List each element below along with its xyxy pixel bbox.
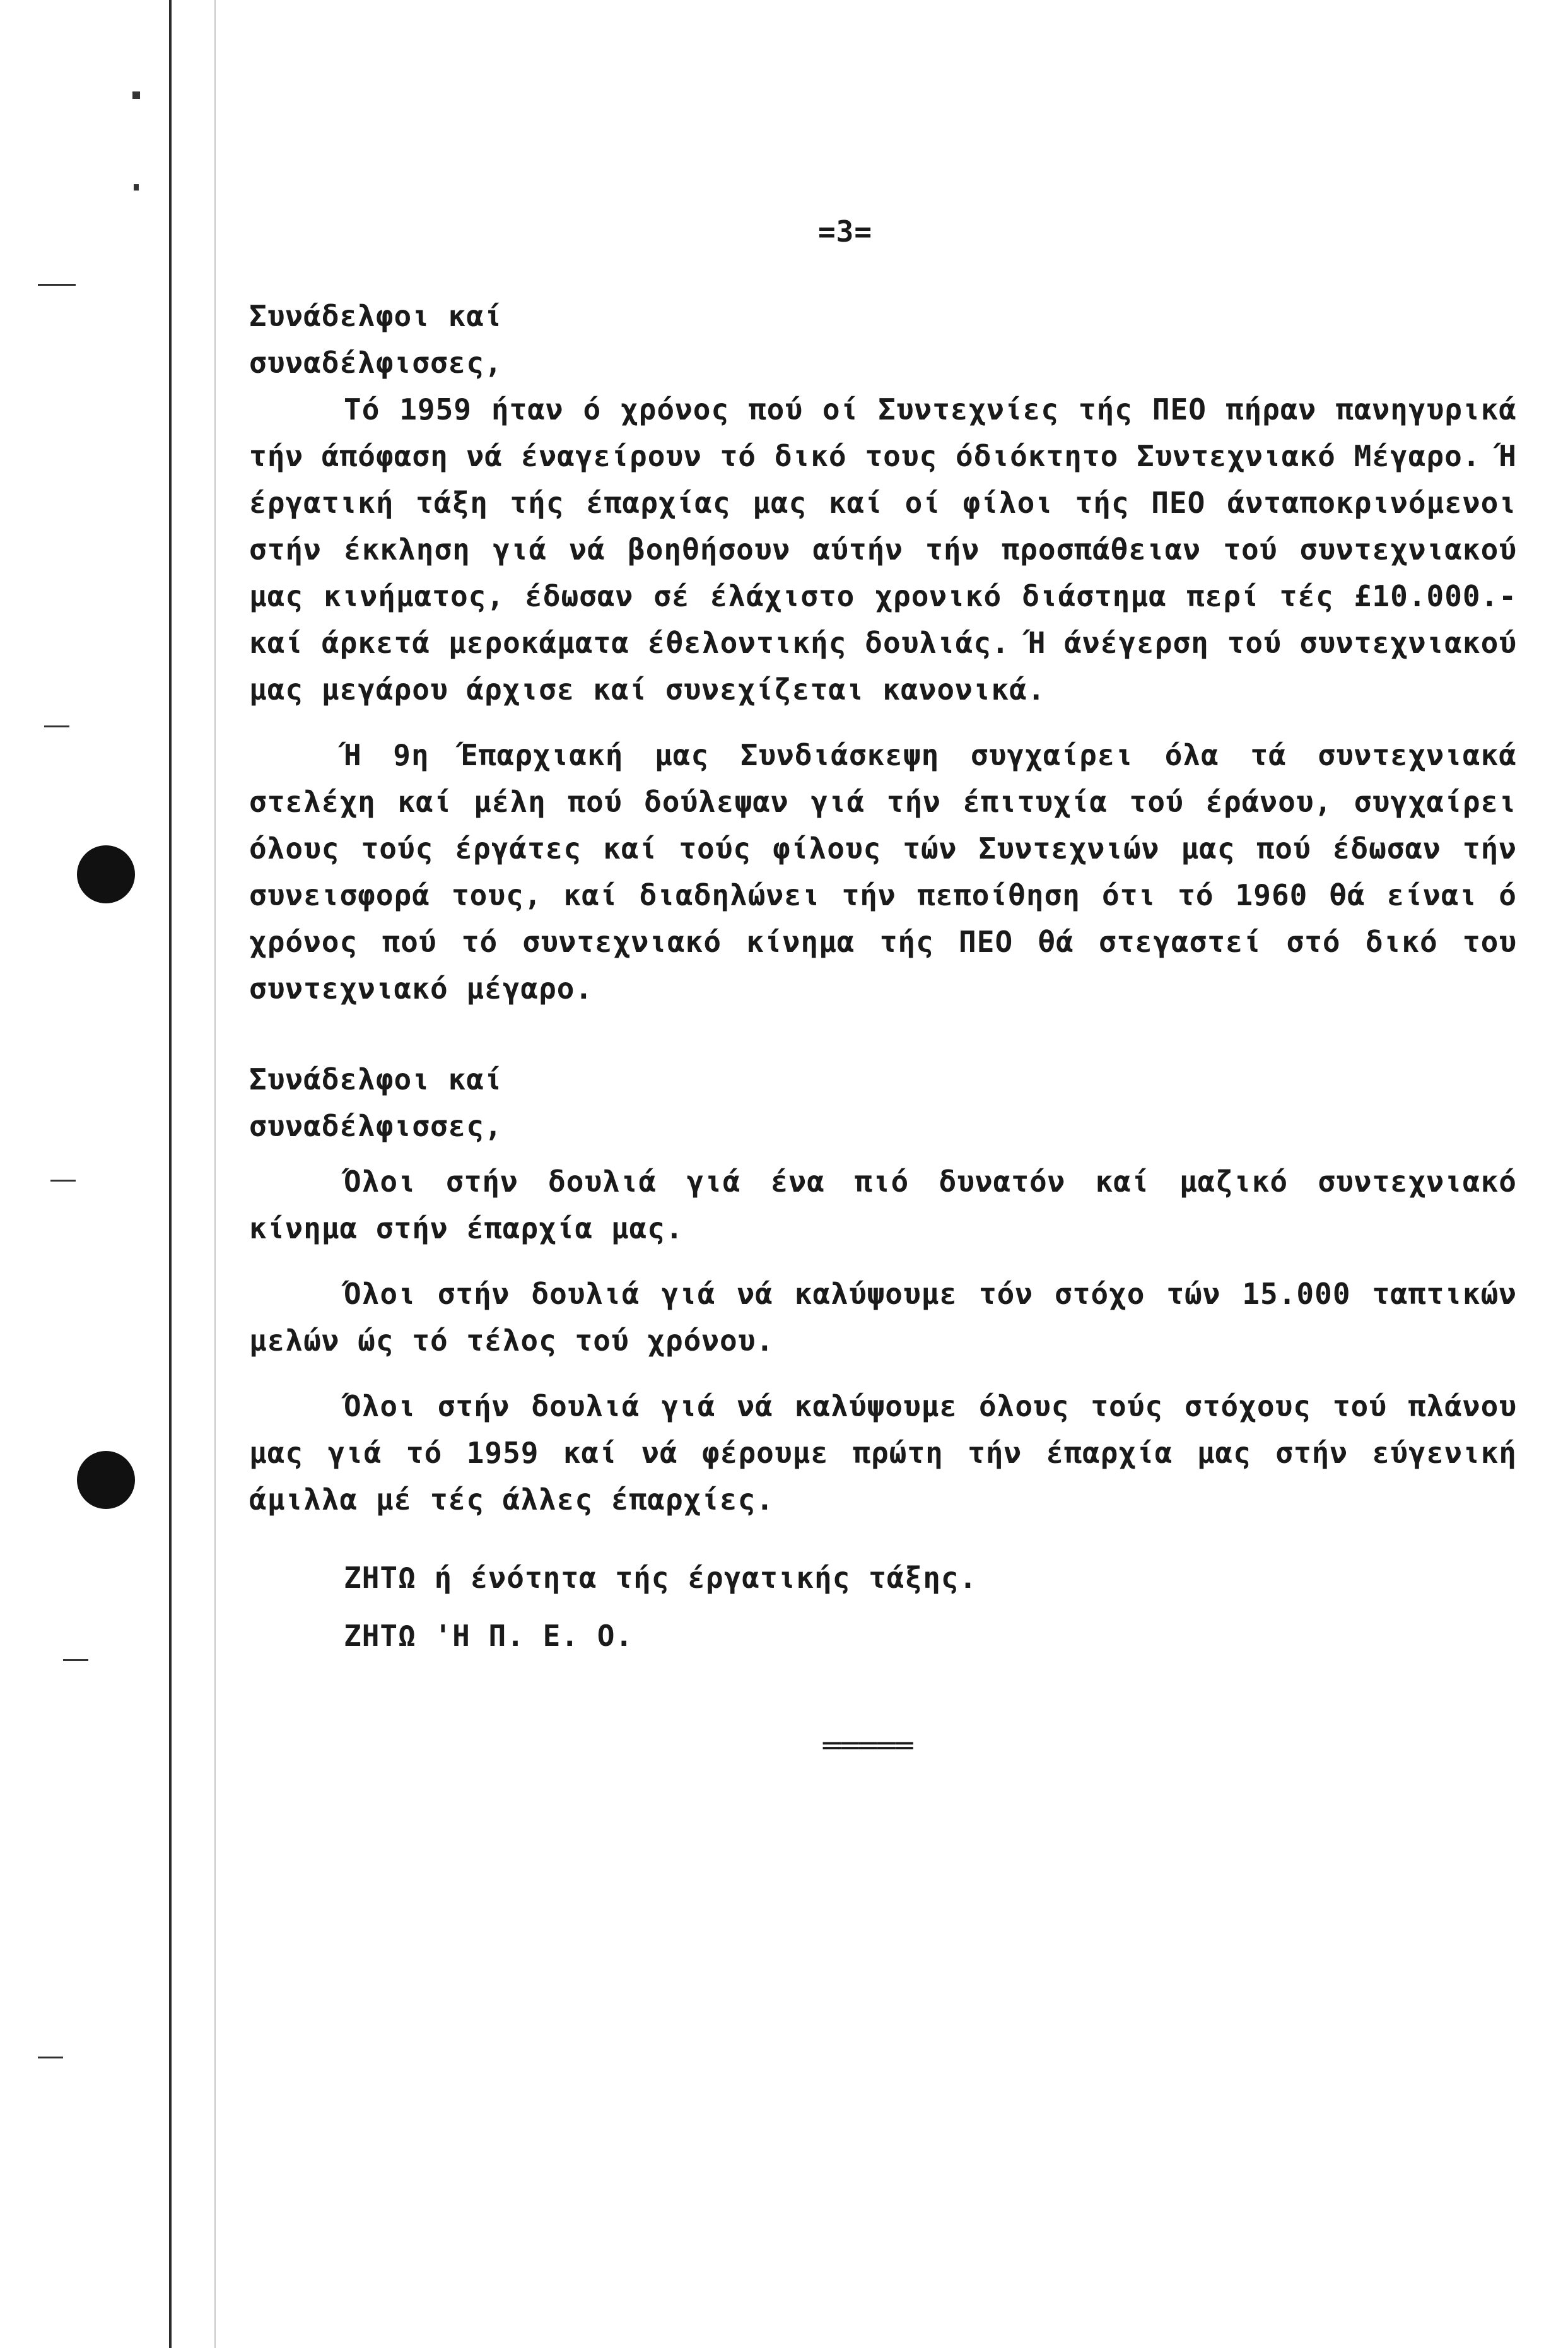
paragraph: Όλοι στήν δουλιά γιά νά καλύψουμε τόν στόχο τών 15.000 ταπτικών μελών ώς τό τέλος τού χρόνου. — [249, 1277, 1517, 1358]
salutation-line: συναδέλφισσες, — [249, 1109, 503, 1143]
paragraph: Όλοι στήν δουλιά γιά νά καλύψουμε όλους τούς στόχους τού πλάνου μας γιά τό 1959 καί νά φέρουμε πρώτη τήν έπαρχία μας στήν εύγενική άμιλλα μέ τές άλλες έπαρχίες. — [249, 1389, 1517, 1517]
scan-mark — [63, 1659, 88, 1661]
scan-speck — [134, 184, 139, 191]
salutation-block-2 — [249, 1056, 1517, 1149]
paragraph: Όλοι στήν δουλιά γιά ένα πιό δυνατόν καί μαζικό συντεχνιακό κίνημα στήν έπαρχία μας. — [249, 1165, 1517, 1245]
page-number: =3= — [817, 214, 873, 249]
end-mark: ═════ — [823, 1729, 914, 1763]
salutation-line: Συνάδελφοι καί — [249, 299, 503, 333]
salutation-line: Συνάδελφοι καί — [249, 1062, 503, 1096]
salutation-block-1 — [249, 293, 1517, 386]
slogan: ΖΗΤΩ 'Η Π. Ε. Ο. — [344, 1619, 634, 1653]
scan-mark — [38, 2057, 63, 2058]
paragraph: Τό 1959 ήταν ό χρόνος πού οί Συντεχνίες τής ΠΕΟ πήραν πανηγυρικά τήν άπόφαση νά έναγείρουν τό δικό τους όδιόκτητο Συντεχνιακό Μέγαρο. Ή έργατική τάξη τής έπαρχίας μας καί οί φίλοι τής ΠΕΟ άνταποκρινόμενοι στήν έκκληση γιά νά βοηθήσουν αύτήν τήν προσπάθειαν τού συντεχνιακού μας κινήματος, έδωσαν σέ έλάχιστο χρονικό διάστημα περί τές £10.000.- καί άρκετά μεροκάματα έθελοντικής δουλιάς. Ή άνέγερση τού συντεχνιακού μας μεγάρου άρχισε καί συνεχίζεται κανονικά. — [249, 392, 1517, 707]
slogan: ΖΗΤΩ ή ένότητα τής έργατικής τάξης. — [344, 1561, 978, 1595]
document-body — [249, 208, 1517, 1769]
scan-mark — [44, 725, 69, 727]
left-margin-line — [169, 0, 172, 2348]
scan-mark — [50, 1180, 76, 1182]
margin-guide-line — [214, 0, 216, 2348]
scan-mark — [38, 284, 76, 286]
paragraph: Ή 9η Έπαρχιακή μας Συνδιάσκεψη συγχαίρει όλα τά συντεχνιακά στελέχη καί μέλη πού δούλεψαν γιά τήν έπιτυχία τού έράνου, συγχαίρει όλους τούς έργάτες καί τούς φίλους τών Συντεχνιών μας πού έδωσαν τήν συνεισφορά τους, καί διαδηλώνει τήν πεποίθηση ότι τό 1960 θά είναι ό χρόνος πού τό συντεχνιακό κίνημα τής ΠΕΟ θά στεγαστεί στό δικό του συντεχνιακό μέγαρο. — [249, 738, 1517, 1006]
scan-speck — [132, 91, 140, 99]
punch-hole-upper — [77, 845, 135, 903]
salutation-line: συναδέλφισσες, — [249, 346, 503, 380]
punch-hole-lower — [77, 1451, 135, 1509]
